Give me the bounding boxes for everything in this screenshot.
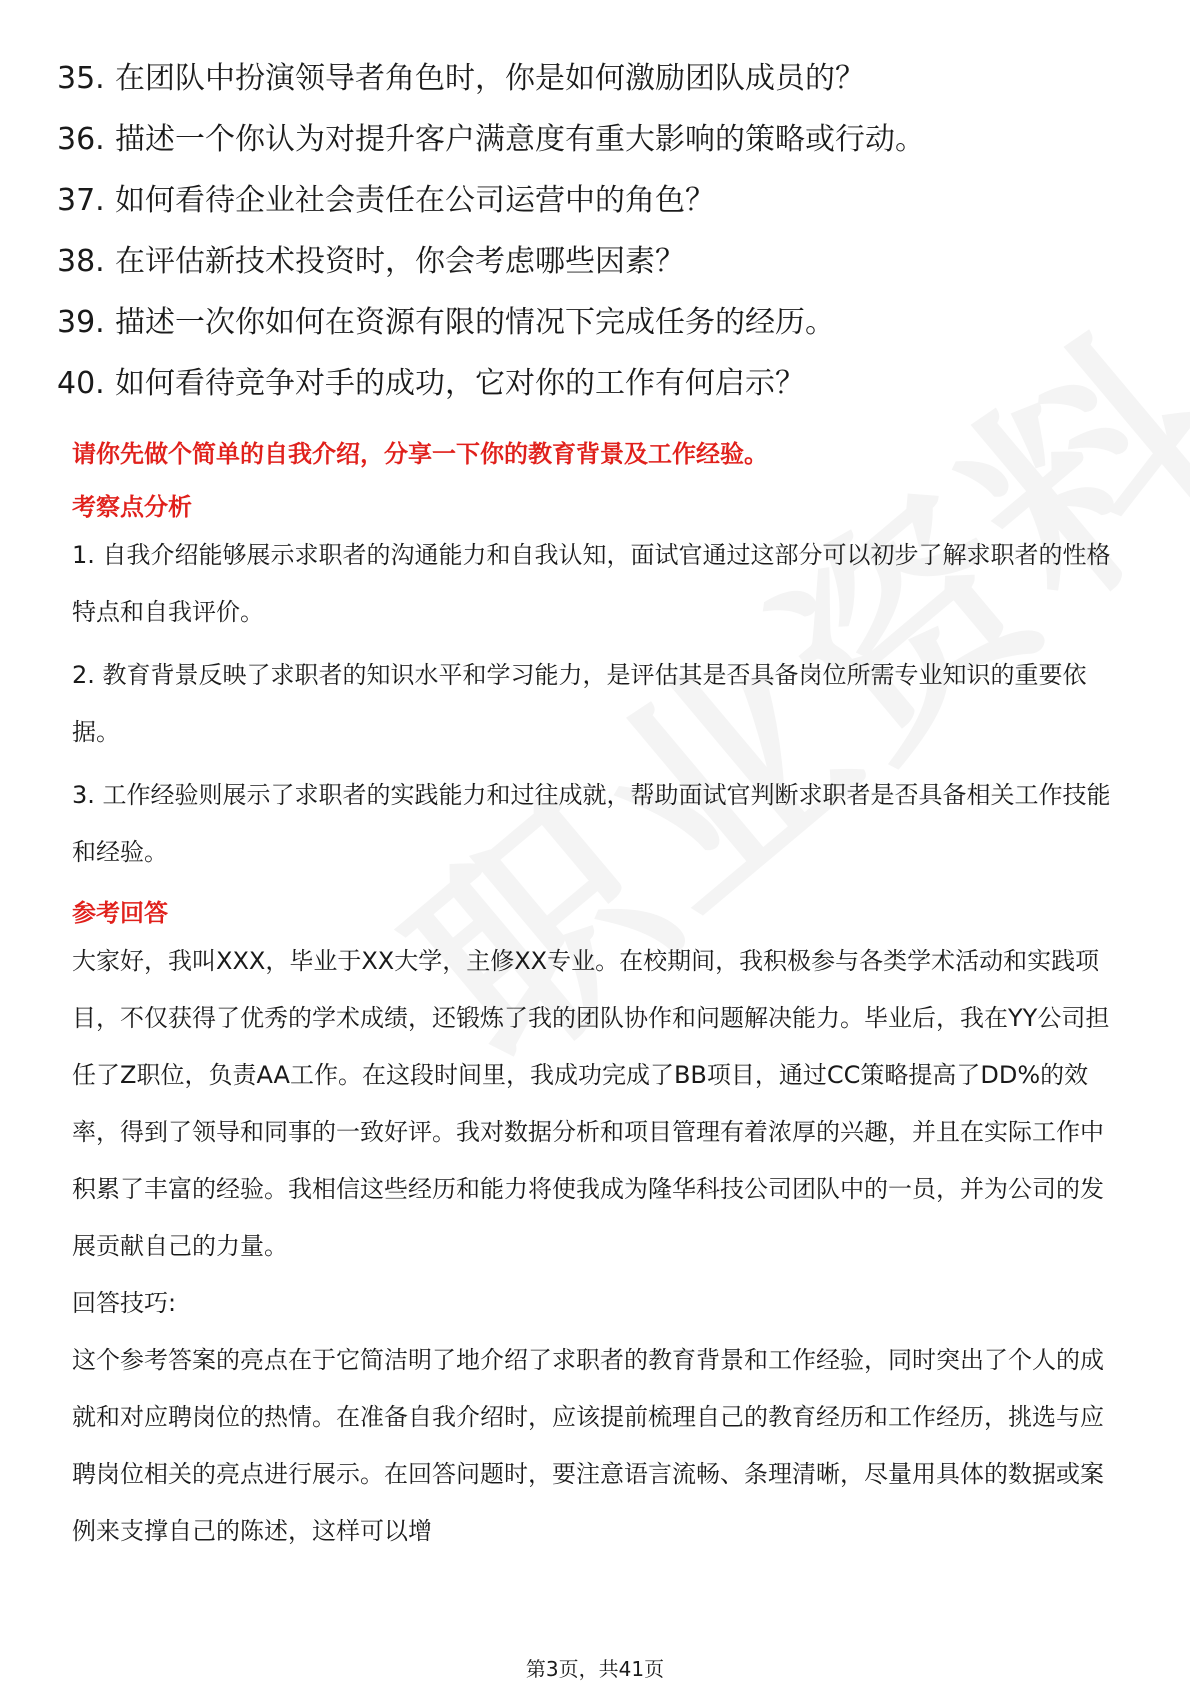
page-footer: 第3页，共41页: [525, 1657, 665, 1681]
tips-label: 回答技巧:: [72, 1289, 177, 1317]
question-text: 如何看待竞争对手的成功，它对你的工作有何启示？: [115, 366, 805, 401]
question-number: 35.: [57, 61, 105, 96]
question-number: 38.: [57, 244, 105, 279]
analysis-point: 1. 自我介绍能够展示求职者的沟通能力和自我认知，面试官通过这部分可以初步了解求职者的性格特点和自我评价。: [72, 541, 1111, 626]
question-list: [57, 48, 1147, 414]
question-number: 40.: [57, 366, 105, 401]
analysis-point: 3. 工作经验则展示了求职者的实践能力和过往成就，帮助面试官判断求职者是否具备相关工作技能和经验。: [72, 781, 1111, 866]
question-text: 如何看待企业社会责任在公司运营中的角色？: [115, 183, 715, 218]
question-text: 在评估新技术投资时，你会考虑哪些因素？: [115, 244, 685, 279]
reference-heading: 参考回答: [72, 899, 168, 927]
question-item: [57, 48, 1147, 109]
question-item: [57, 109, 1147, 170]
question-item: [57, 353, 1147, 414]
question-number: 39.: [57, 305, 105, 340]
tips-text: 这个参考答案的亮点在于它简洁明了地介绍了求职者的教育背景和工作经验，同时突出了个人的成就和对应聘岗位的热情。在准备自我介绍时，应该提前梳理自己的教育经历和工作经历，挑选与应聘岗位相关的亮点进行展示。在回答问题时，要注意语言流畅、条理清晰，尽量用具体的数据或案例来支撑自己的陈述，这样可以增: [72, 1346, 1104, 1545]
answer-section: [72, 434, 1122, 1560]
main-question: 请你先做个简单的自我介绍，分享一下你的教育背景及工作经验。: [72, 440, 768, 468]
question-text: 在团队中扮演领导者角色时，你是如何激励团队成员的？: [115, 61, 865, 96]
question-item: [57, 231, 1147, 292]
question-item: [57, 292, 1147, 353]
question-text: 描述一个你认为对提升客户满意度有重大影响的策略或行动。: [115, 122, 925, 157]
question-number: 37.: [57, 183, 105, 218]
analysis-point: 2. 教育背景反映了求职者的知识水平和学习能力，是评估其是否具备岗位所需专业知识的重要依据。: [72, 661, 1087, 746]
question-text: 描述一次你如何在资源有限的情况下完成任务的经历。: [115, 305, 835, 340]
reference-answer: 大家好，我叫XXX，毕业于XX大学，主修XX专业。在校期间，我积极参与各类学术活动和实践项目，不仅获得了优秀的学术成绩，还锻炼了我的团队协作和问题解决能力。毕业后，我在YY公司担任了Z职位，负责AA工作。在这段时间里，我成功完成了BB项目，通过CC策略提高了DD%的效率，得到了领导和同事的一致好评。我对数据分析和项目管理有着浓厚的兴趣，并且在实际工作中积累了丰富的经验。我相信这些经历和能力将使我成为隆华科技公司团队中的一员，并为公司的发展贡献自己的力量。: [72, 947, 1110, 1260]
question-item: [57, 170, 1147, 231]
question-number: 36.: [57, 122, 105, 157]
analysis-heading: 考察点分析: [72, 493, 192, 521]
